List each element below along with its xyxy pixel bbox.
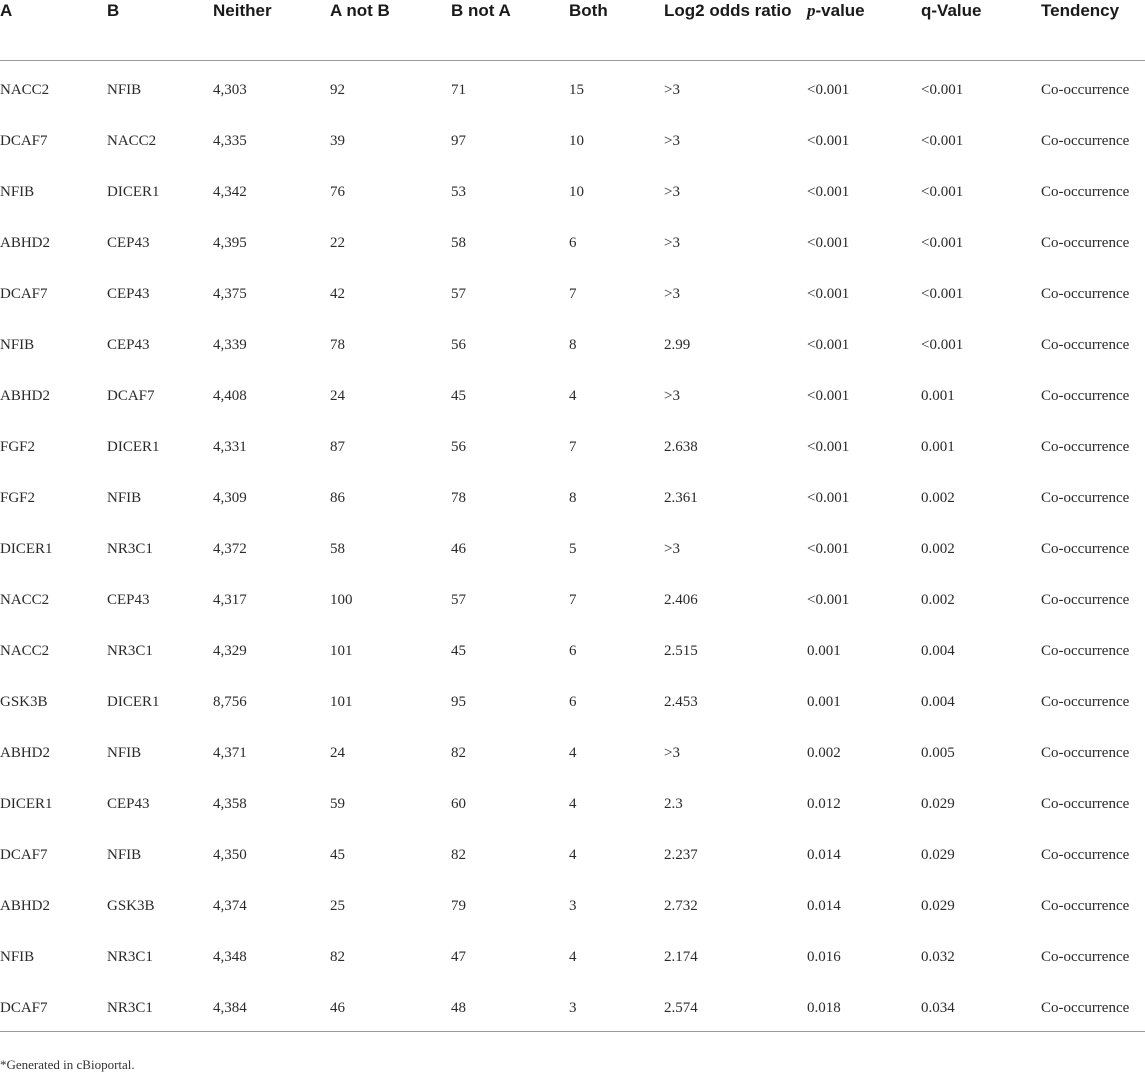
cell-b-not-a: 58 <box>451 235 466 251</box>
cell-log2-odds-ratio: >3 <box>664 388 680 404</box>
table-row <box>0 571 1145 622</box>
cell-both: 5 <box>569 541 577 557</box>
cell-tendency <box>1041 163 1145 214</box>
cell-neither: 4,371 <box>213 745 247 761</box>
cell-a: NACC2 <box>0 82 50 98</box>
cell-b-not-a: 46 <box>451 541 466 557</box>
cell-a: FGF2 <box>0 439 36 455</box>
cell-log2-odds-ratio: 2.732 <box>664 898 698 914</box>
cell-neither: 4,342 <box>213 184 247 200</box>
cell-b: CEP43 <box>107 286 150 302</box>
cell-neither: 4,348 <box>213 949 247 965</box>
cell-neither: 4,395 <box>213 235 247 251</box>
table-row <box>0 826 1145 877</box>
cell-both: 4 <box>569 796 577 812</box>
cell-b: DCAF7 <box>107 388 155 404</box>
cell-a-not-b: 76 <box>330 184 345 200</box>
cell-log2-odds-ratio: 2.515 <box>664 643 698 659</box>
cell-b: NR3C1 <box>107 979 213 1032</box>
cell-a: GSK3B <box>0 694 48 710</box>
cell-tendency <box>1041 265 1145 316</box>
header-q-value: q-Value <box>921 0 1041 61</box>
cell-a: DICER1 <box>0 796 53 812</box>
tendency-label: Co-occurrence <box>1041 337 1130 353</box>
cell-neither: 4,374 <box>213 898 247 914</box>
cell-both: 10 <box>569 184 584 200</box>
tendency-label: Co-occurrence <box>1041 541 1130 557</box>
cell-b-not-a: 95 <box>451 694 466 710</box>
cell-a-not-b: 87 <box>330 439 345 455</box>
cell-p-value: 0.018 <box>807 979 921 1032</box>
cell-a-not-b: 58 <box>330 541 345 557</box>
cell-both: 4 <box>569 388 577 404</box>
cell-a: DCAF7 <box>0 133 48 149</box>
cell-tendency <box>1041 979 1145 1032</box>
cell-tendency <box>1041 877 1145 928</box>
cell-both: 4 <box>569 847 577 863</box>
cell-b: CEP43 <box>107 337 150 353</box>
cell-log2-odds-ratio: 2.174 <box>664 949 698 965</box>
cell-a-not-b: 45 <box>330 847 345 863</box>
cell-log2-odds-ratio: >3 <box>664 745 680 761</box>
table-row <box>0 928 1145 979</box>
cell-log2-odds-ratio: 2.3 <box>664 796 683 812</box>
table-header <box>0 0 1145 61</box>
cell-b-not-a: 57 <box>451 286 466 302</box>
cell-tendency <box>1041 418 1145 469</box>
tendency-label: Co-occurrence <box>1041 133 1130 149</box>
cell-q-value: 0.004 <box>921 643 955 659</box>
cell-a-not-b: 39 <box>330 133 345 149</box>
cell-a-not-b: 25 <box>330 898 345 914</box>
cell-log2-odds-ratio: 2.237 <box>664 847 698 863</box>
cell-a: ABHD2 <box>0 898 51 914</box>
cell-tendency <box>1041 520 1145 571</box>
table-row <box>0 877 1145 928</box>
cell-tendency <box>1041 61 1145 113</box>
cell-b-not-a: 82 <box>451 847 466 863</box>
cell-q-value: 0.005 <box>921 745 955 761</box>
header-p-suffix: -value <box>815 1 865 20</box>
cell-p-value: 0.016 <box>807 949 841 965</box>
cell-log2-odds-ratio: >3 <box>664 82 680 98</box>
cell-tendency <box>1041 367 1145 418</box>
table-row <box>0 112 1145 163</box>
cell-b: DICER1 <box>107 439 160 455</box>
cell-b: CEP43 <box>107 796 150 812</box>
header-row <box>0 0 1145 61</box>
cell-both: 4 <box>569 745 577 761</box>
cell-log2-odds-ratio: 2.453 <box>664 694 698 710</box>
cell-a: NACC2 <box>0 592 50 608</box>
cell-p-value: <0.001 <box>807 133 850 149</box>
tendency-label: Co-occurrence <box>1041 898 1130 914</box>
cell-both: 3 <box>569 898 577 914</box>
cell-p-value: <0.001 <box>807 235 850 251</box>
cell-p-value: <0.001 <box>807 439 850 455</box>
cell-neither: 4,375 <box>213 286 247 302</box>
cell-a-not-b: 22 <box>330 235 345 251</box>
cell-b-not-a: 56 <box>451 439 466 455</box>
table-row <box>0 673 1145 724</box>
tendency-label: Co-occurrence <box>1041 592 1130 608</box>
tendency-label: Co-occurrence <box>1041 745 1130 761</box>
header-tendency: Tendency <box>1041 0 1145 61</box>
tendency-label: Co-occurrence <box>1041 184 1130 200</box>
cell-q-value: 0.001 <box>921 439 955 455</box>
cell-both: 3 <box>569 979 664 1032</box>
cell-a: NFIB <box>0 184 35 200</box>
cell-a-not-b: 101 <box>330 643 353 659</box>
table-row <box>0 61 1145 113</box>
tendency-label: Co-occurrence <box>1041 694 1130 710</box>
cell-both: 10 <box>569 133 584 149</box>
cell-a: ABHD2 <box>0 388 51 404</box>
cell-neither: 4,350 <box>213 847 247 863</box>
cell-a: FGF2 <box>0 490 36 506</box>
table-row <box>0 214 1145 265</box>
cell-p-value: 0.001 <box>807 643 841 659</box>
cell-b-not-a: 71 <box>451 82 466 98</box>
cell-q-value: 0.002 <box>921 592 955 608</box>
cell-q-value: <0.001 <box>921 337 964 353</box>
cell-tendency <box>1041 673 1145 724</box>
cell-neither: 4,339 <box>213 337 247 353</box>
cell-q-value: <0.001 <box>921 286 964 302</box>
cell-both: 7 <box>569 439 577 455</box>
cell-b: NR3C1 <box>107 949 153 965</box>
cell-neither: 8,756 <box>213 694 247 710</box>
cell-b-not-a: 47 <box>451 949 466 965</box>
cell-tendency <box>1041 826 1145 877</box>
cell-q-value: 0.002 <box>921 490 955 506</box>
cell-a-not-b: 92 <box>330 82 345 98</box>
cell-tendency <box>1041 112 1145 163</box>
tendency-label: Co-occurrence <box>1041 949 1130 965</box>
cell-b-not-a: 48 <box>451 979 569 1032</box>
cell-a-not-b: 24 <box>330 745 345 761</box>
cell-both: 6 <box>569 643 577 659</box>
table-row <box>0 469 1145 520</box>
header-b: B <box>107 0 213 61</box>
cell-a: NFIB <box>0 337 35 353</box>
cell-both: 8 <box>569 490 577 506</box>
cell-neither: 4,303 <box>213 82 247 98</box>
tendency-label: Co-occurrence <box>1041 643 1130 659</box>
cell-b-not-a: 97 <box>451 133 466 149</box>
cell-p-value: <0.001 <box>807 82 850 98</box>
header-b-not-a: B not A <box>451 0 569 61</box>
table-row <box>0 520 1145 571</box>
table-footnote: *Generated in cBioportal. <box>0 1057 135 1072</box>
cell-a: DICER1 <box>0 541 53 557</box>
table-row <box>0 265 1145 316</box>
header-a-not-b: A not B <box>330 0 451 61</box>
cell-both: 4 <box>569 949 577 965</box>
cell-log2-odds-ratio: 2.638 <box>664 439 698 455</box>
cell-p-value: <0.001 <box>807 337 850 353</box>
cell-p-value: 0.014 <box>807 898 841 914</box>
cell-neither: 4,408 <box>213 388 247 404</box>
cell-neither: 4,335 <box>213 133 247 149</box>
cell-neither: 4,317 <box>213 592 247 608</box>
cell-q-value: <0.001 <box>921 235 964 251</box>
cell-tendency <box>1041 724 1145 775</box>
tendency-label: Co-occurrence <box>1041 796 1130 812</box>
cell-tendency <box>1041 214 1145 265</box>
cell-b-not-a: 53 <box>451 184 466 200</box>
table-row <box>0 979 1145 1032</box>
tendency-label: Co-occurrence <box>1041 388 1130 404</box>
cell-p-value: 0.012 <box>807 796 841 812</box>
cell-a: DCAF7 <box>0 286 48 302</box>
cell-tendency <box>1041 316 1145 367</box>
cell-log2-odds-ratio: 2.406 <box>664 592 698 608</box>
cell-a-not-b: 46 <box>330 979 451 1032</box>
tendency-label: Co-occurrence <box>1041 235 1130 251</box>
cell-a: NFIB <box>0 949 35 965</box>
cell-tendency <box>1041 622 1145 673</box>
cell-log2-odds-ratio: 2.574 <box>664 979 807 1032</box>
cell-p-value: <0.001 <box>807 184 850 200</box>
cell-b-not-a: 56 <box>451 337 466 353</box>
cell-p-value: <0.001 <box>807 592 850 608</box>
cell-q-value: <0.001 <box>921 82 964 98</box>
cell-neither: 4,309 <box>213 490 247 506</box>
table-row <box>0 724 1145 775</box>
cell-q-value: 0.004 <box>921 694 955 710</box>
cell-both: 15 <box>569 82 584 98</box>
cell-b-not-a: 45 <box>451 643 466 659</box>
cell-q-value: 0.032 <box>921 949 955 965</box>
cell-p-value: 0.002 <box>807 745 841 761</box>
tendency-label: Co-occurrence <box>1041 1000 1130 1016</box>
cell-b: NACC2 <box>107 133 157 149</box>
cell-a-not-b: 86 <box>330 490 345 506</box>
cell-p-value: <0.001 <box>807 541 850 557</box>
cell-q-value: <0.001 <box>921 133 964 149</box>
cell-q-value: 0.029 <box>921 796 955 812</box>
cell-both: 6 <box>569 235 577 251</box>
cell-a-not-b: 42 <box>330 286 345 302</box>
cell-a-not-b: 100 <box>330 592 353 608</box>
header-log2-odds-ratio: Log2 odds ratio <box>664 0 807 61</box>
cell-a: ABHD2 <box>0 745 51 761</box>
cell-tendency <box>1041 928 1145 979</box>
cell-a: NACC2 <box>0 643 50 659</box>
cell-b: DICER1 <box>107 694 160 710</box>
cell-neither: 4,331 <box>213 439 247 455</box>
cell-both: 6 <box>569 694 577 710</box>
table-row <box>0 622 1145 673</box>
header-a: A <box>0 0 107 61</box>
cell-neither: 4,329 <box>213 643 247 659</box>
cell-b-not-a: 57 <box>451 592 466 608</box>
cell-b: NR3C1 <box>107 643 153 659</box>
cell-a-not-b: 82 <box>330 949 345 965</box>
cell-b: CEP43 <box>107 235 150 251</box>
cell-a: ABHD2 <box>0 235 51 251</box>
cell-b-not-a: 78 <box>451 490 466 506</box>
table-row <box>0 418 1145 469</box>
cell-b: NFIB <box>107 847 142 863</box>
cell-log2-odds-ratio: >3 <box>664 541 680 557</box>
cell-tendency <box>1041 571 1145 622</box>
cell-b: NFIB <box>107 490 142 506</box>
table-row <box>0 367 1145 418</box>
cell-q-value: 0.034 <box>921 979 1041 1032</box>
cell-p-value: 0.001 <box>807 694 841 710</box>
cell-neither: 4,358 <box>213 796 247 812</box>
cell-q-value: 0.029 <box>921 898 955 914</box>
cell-b-not-a: 45 <box>451 388 466 404</box>
tendency-label: Co-occurrence <box>1041 847 1130 863</box>
cell-a-not-b: 78 <box>330 337 345 353</box>
cell-p-value: <0.001 <box>807 490 850 506</box>
cell-q-value: <0.001 <box>921 184 964 200</box>
cell-b: DICER1 <box>107 184 160 200</box>
cell-log2-odds-ratio: >3 <box>664 286 680 302</box>
cell-b-not-a: 60 <box>451 796 466 812</box>
cell-neither: 4,372 <box>213 541 247 557</box>
cell-b: NR3C1 <box>107 541 153 557</box>
tendency-label: Co-occurrence <box>1041 490 1130 506</box>
table-body <box>0 61 1145 1032</box>
cell-b-not-a: 82 <box>451 745 466 761</box>
table-row <box>0 775 1145 826</box>
tendency-label: Co-occurrence <box>1041 439 1130 455</box>
tendency-label: Co-occurrence <box>1041 286 1130 302</box>
cell-a-not-b: 24 <box>330 388 345 404</box>
cell-log2-odds-ratio: 2.99 <box>664 337 691 353</box>
cell-p-value: <0.001 <box>807 286 850 302</box>
cell-both: 8 <box>569 337 577 353</box>
cell-p-value: <0.001 <box>807 388 850 404</box>
header-neither: Neither <box>213 0 330 61</box>
cell-log2-odds-ratio: >3 <box>664 235 680 251</box>
header-p-value <box>807 0 921 61</box>
cell-log2-odds-ratio: 2.361 <box>664 490 698 506</box>
cell-tendency <box>1041 469 1145 520</box>
cell-b: NFIB <box>107 82 142 98</box>
cell-a-not-b: 59 <box>330 796 345 812</box>
table-row <box>0 316 1145 367</box>
cell-both: 7 <box>569 592 577 608</box>
cell-q-value: 0.029 <box>921 847 955 863</box>
cell-b: GSK3B <box>107 898 155 914</box>
cell-b-not-a: 79 <box>451 898 466 914</box>
cell-q-value: 0.002 <box>921 541 955 557</box>
cell-both: 7 <box>569 286 577 302</box>
header-both: Both <box>569 0 664 61</box>
cell-tendency <box>1041 775 1145 826</box>
table-row <box>0 163 1145 214</box>
cell-log2-odds-ratio: >3 <box>664 133 680 149</box>
cell-q-value: 0.001 <box>921 388 955 404</box>
cell-a: DCAF7 <box>0 847 48 863</box>
cell-log2-odds-ratio: >3 <box>664 184 680 200</box>
tendency-label: Co-occurrence <box>1041 82 1130 98</box>
cell-a-not-b: 101 <box>330 694 353 710</box>
cell-a: DCAF7 <box>0 979 107 1032</box>
cell-neither: 4,384 <box>213 979 330 1032</box>
cell-p-value: 0.014 <box>807 847 841 863</box>
cell-b: CEP43 <box>107 592 150 608</box>
header-p-letter: p <box>807 1 816 20</box>
cell-b: NFIB <box>107 745 142 761</box>
